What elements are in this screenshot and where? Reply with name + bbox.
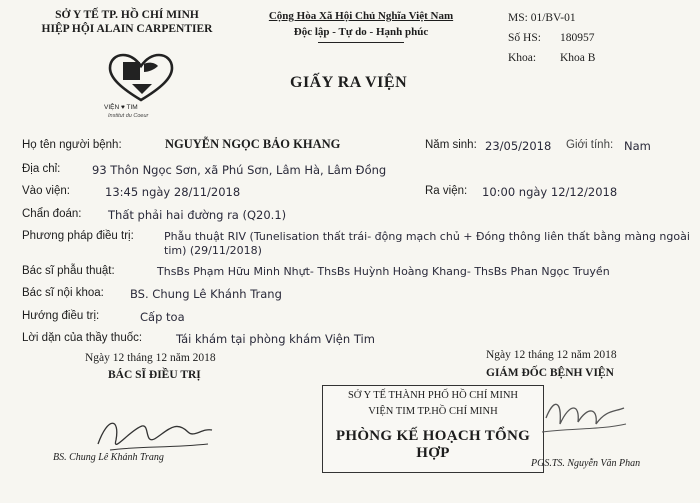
surgeon-label: Bác sĩ phẫu thuật:: [22, 265, 115, 277]
logo-text: VIỆN ♥ TIM: [104, 104, 138, 111]
org-line-1: SỞ Y TẾ TP. HỒ CHÍ MINH: [55, 9, 199, 21]
patient-name: NGUYỄN NGỌC BẢO KHANG: [165, 137, 341, 151]
diagnosis-value: Thất phải hai đường ra (Q20.1): [108, 208, 287, 222]
so-hs-value: 180957: [560, 32, 595, 44]
right-signature-title: GIÁM ĐỐC BỆNH VIỆN: [486, 367, 614, 379]
surgeon-value: ThsBs Phạm Hữu Minh Nhựt- ThsBs Huỳnh Hoàng Khang- ThsBs Phan Ngọc Truyền: [157, 265, 610, 278]
address-label: Địa chỉ:: [22, 163, 61, 175]
nation-line-2: Độc lập - Tự do - Hạnh phúc: [293, 26, 429, 38]
so-hs-label: Số HS:: [508, 32, 541, 44]
ms-code: MS: 01/BV-01: [508, 12, 576, 24]
document-title: GIẤY RA VIỆN: [290, 74, 408, 91]
left-signature-title: BÁC SĨ ĐIỀU TRỊ: [108, 369, 201, 381]
logo-subtext: Institut du Coeur: [108, 113, 149, 119]
treatment-value-line-2: tim) (29/11/2018): [164, 244, 262, 257]
diagnosis-label: Chẩn đoán:: [22, 208, 82, 220]
gender-value: Nam: [624, 139, 651, 153]
admit-label: Vào viện:: [22, 185, 70, 197]
discharge-label: Ra viện:: [425, 185, 468, 197]
stamp-line-3: PHÒNG KẾ HOẠCH TỔNG HỢP: [335, 428, 531, 461]
stamp-line-2: VIỆN TIM TP.HỒ CHÍ MINH: [368, 406, 498, 417]
treatment-label: Phương pháp điều trị:: [22, 230, 134, 242]
left-signer-name: BS. Chung Lê Khánh Trang: [53, 452, 164, 463]
stamp-line-1: SỞ Y TẾ THÀNH PHỐ HỒ CHÍ MINH: [347, 390, 519, 401]
heart-institute-logo: [96, 50, 186, 122]
khoa-label: Khoa:: [508, 52, 537, 64]
motto-underline: [318, 41, 404, 44]
record-info: [508, 8, 595, 68]
admit-value: 13:45 ngày 28/11/2018: [105, 185, 241, 199]
advice-value: Tái khám tại phòng khám Viện Tim: [176, 332, 375, 346]
gender-label: Giới tính:: [566, 139, 614, 151]
direction-label: Hướng điều trị:: [22, 310, 100, 322]
internist-value: BS. Chung Lê Khánh Trang: [130, 287, 282, 301]
right-signer-name: PGS.TS. Nguyễn Văn Phan: [531, 458, 641, 469]
address-value: 93 Thôn Ngọc Sơn, xã Phú Sơn, Lâm Hà, Lâm Đồng: [92, 163, 387, 177]
birth-label: Năm sinh:: [425, 139, 477, 151]
left-signature-date: Ngày 12 tháng 12 năm 2018: [85, 352, 216, 364]
advice-label: Lời dặn của thầy thuốc:: [22, 332, 143, 344]
national-motto: [246, 8, 476, 40]
name-label: Họ tên người bệnh:: [22, 139, 122, 151]
internist-label: Bác sĩ nội khoa:: [22, 287, 104, 299]
org-line-2: HIỆP HỘI ALAIN CARPENTIER: [41, 23, 213, 35]
treatment-value-line-1: Phẫu thuật RIV (Tunelisation thất trái- động mạch chủ + Đóng thông liên thất bằng màng ngoài: [164, 230, 690, 243]
discharge-value: 10:00 ngày 12/12/2018: [482, 185, 618, 199]
direction-value: Cấp toa: [140, 310, 185, 324]
right-signature-date: Ngày 12 tháng 12 năm 2018: [486, 349, 617, 361]
right-handwritten-signature: [540, 388, 630, 448]
khoa-value: Khoa B: [560, 52, 596, 64]
department-stamp: [322, 385, 544, 473]
organization-header: [22, 8, 232, 36]
nation-line-1: Cộng Hòa Xã Hội Chủ Nghĩa Việt Nam: [268, 10, 454, 22]
birth-value: 23/05/2018: [485, 139, 552, 153]
